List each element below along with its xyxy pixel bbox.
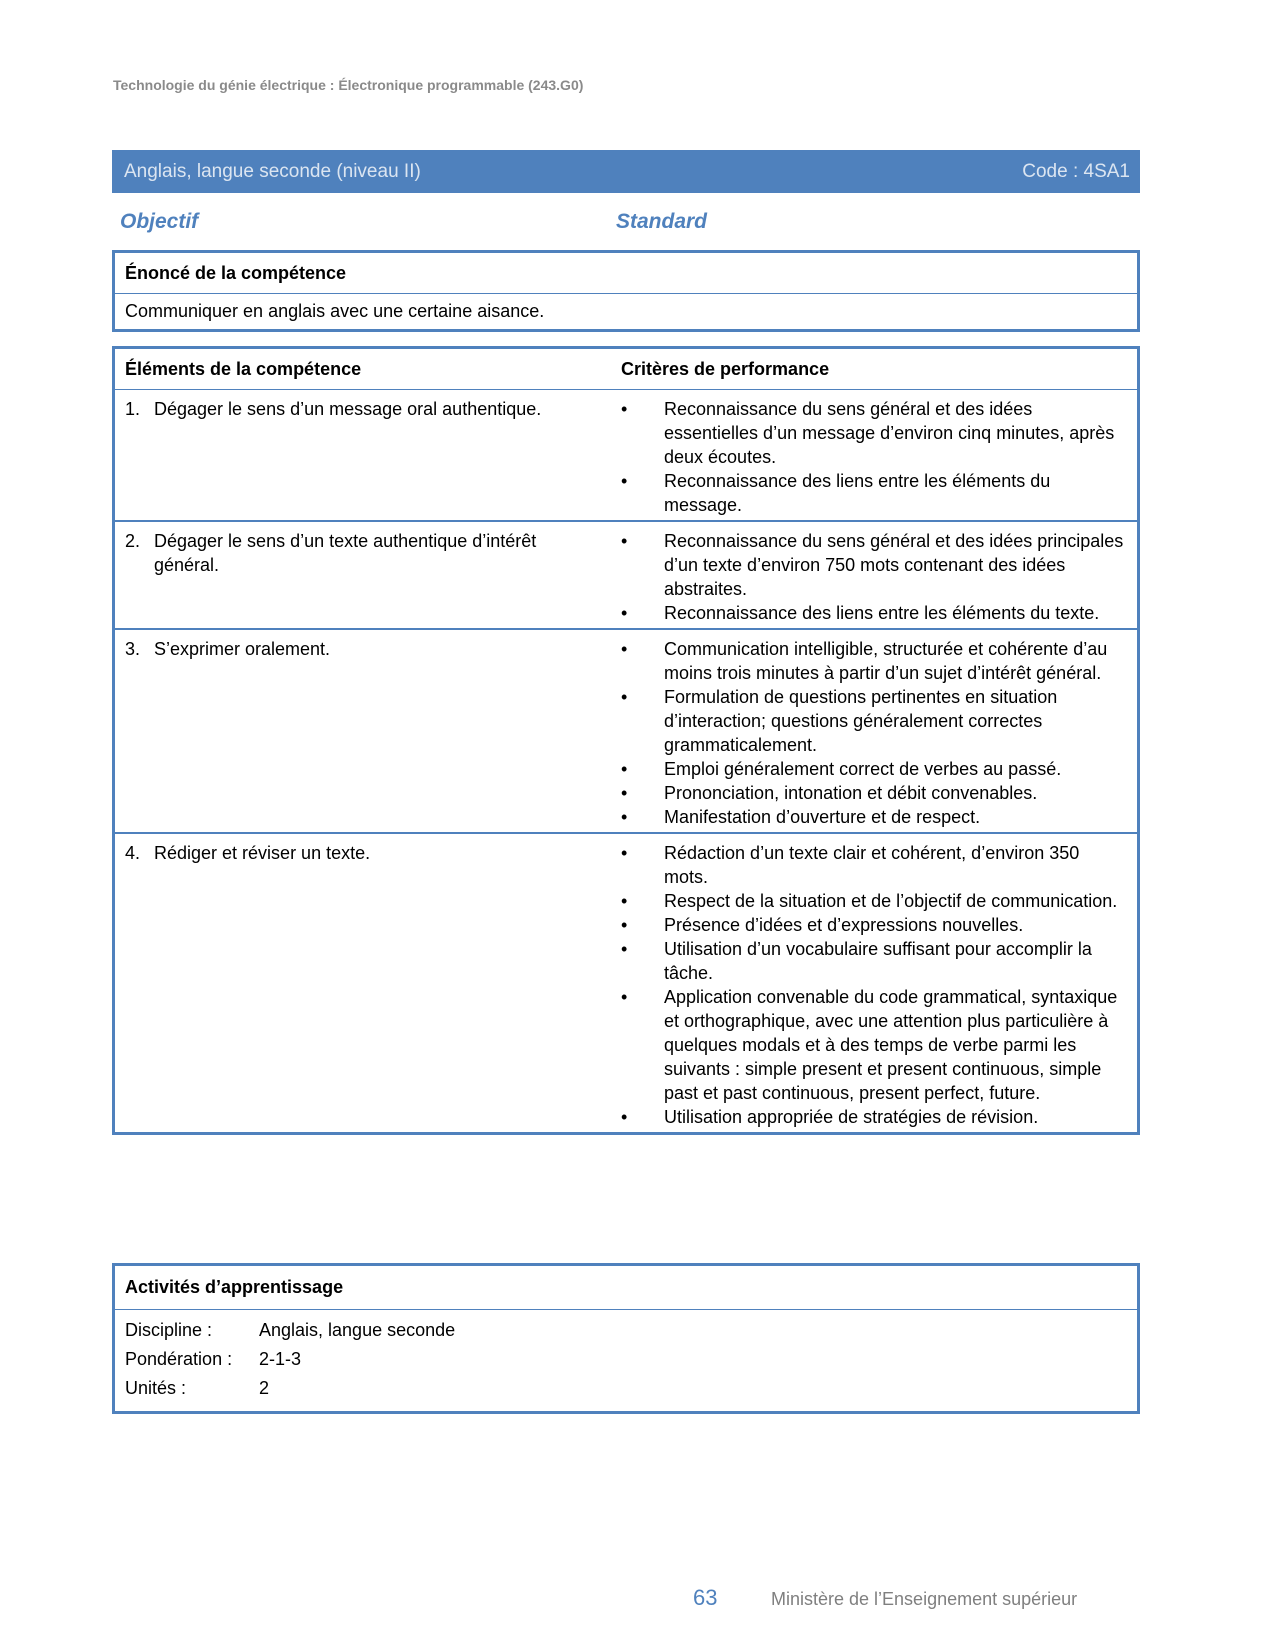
element-number: 1. <box>125 399 141 419</box>
criterion-text: Rédaction d’un texte clair et cohérent, d’environ 350 mots. <box>664 843 1080 887</box>
criterion-item <box>621 781 1127 805</box>
course-code: Code : 4SA1 <box>1022 160 1130 182</box>
bullet-icon: • <box>621 807 628 827</box>
ministry-name: Ministère de l’Enseignement supérieur <box>771 1589 1078 1609</box>
page-footer <box>693 1585 1077 1611</box>
bullet-icon: • <box>621 531 628 551</box>
criterion-item <box>621 985 1127 1105</box>
competence-statement-text: Communiquer en anglais avec une certaine aisance. <box>125 301 545 321</box>
criterion-text: Emploi généralement correct de verbes au passé. <box>664 759 1062 779</box>
criterion-item <box>621 397 1127 469</box>
page-number: 63 <box>693 1585 718 1610</box>
bullet-icon: • <box>621 939 628 959</box>
criterion-item <box>621 841 1127 889</box>
criterion-text: Reconnaissance du sens général et des idées essentielles d’un message d’environ cinq minutes, après deux écoutes. <box>664 399 1115 467</box>
bullet-icon: • <box>621 891 628 911</box>
table-row <box>115 521 1137 629</box>
criterion-text: Présence d’idées et d’expressions nouvelles. <box>664 915 1024 935</box>
competence-statement-title: Énoncé de la compétence <box>115 253 1137 294</box>
criterion-item <box>621 601 1127 625</box>
criterion-item <box>621 685 1127 757</box>
element-text: S’exprimer oralement. <box>154 639 331 659</box>
bullet-icon: • <box>621 639 628 659</box>
criterion-item <box>621 757 1127 781</box>
criterion-text: Reconnaissance des liens entre les éléments du texte. <box>664 603 1100 623</box>
criterion-text: Reconnaissance des liens entre les éléments du message. <box>664 471 1051 515</box>
program-title: Technologie du génie électrique : Électronique programmable (243.G0) <box>113 77 584 93</box>
bullet-icon: • <box>621 783 628 803</box>
competence-table <box>115 349 1137 1132</box>
bullet-icon: • <box>621 471 628 491</box>
element-text: Dégager le sens d’un message oral authentique. <box>154 399 542 419</box>
criteria-column-header: Critères de performance <box>611 349 1137 390</box>
criterion-text: Application convenable du code grammatical, syntaxique et orthographique, avec une attention plus particulière à quelques modals et à des temps de verbe parmi les suivants : simple present et present continuous, simple past et past continuous, present perfect, future. <box>664 987 1118 1103</box>
element-number: 2. <box>125 531 141 551</box>
criterion-item <box>621 889 1127 913</box>
criterion-item <box>621 1105 1127 1129</box>
criterion-item <box>621 937 1127 985</box>
criterion-item <box>621 637 1127 685</box>
weighting-value: 2-1-3 <box>259 1349 302 1369</box>
bullet-icon: • <box>621 687 628 707</box>
bullet-icon: • <box>621 399 628 419</box>
criterion-text: Prononciation, intonation et débit convenables. <box>664 783 1038 803</box>
element-text: Dégager le sens d’un texte authentique d’intérêt général. <box>154 531 537 575</box>
weighting-row <box>125 1345 1127 1374</box>
weighting-label: Pondération : <box>125 1349 233 1369</box>
table-row <box>115 390 1137 522</box>
element-text: Rédiger et réviser un texte. <box>154 843 371 863</box>
criterion-item <box>621 805 1127 829</box>
standard-heading: Standard <box>616 210 708 233</box>
criterion-item <box>621 469 1127 517</box>
units-value: 2 <box>259 1378 270 1398</box>
table-row <box>115 629 1137 833</box>
course-title: Anglais, langue seconde (niveau II) <box>124 160 421 182</box>
learning-activities-box <box>112 1263 1140 1414</box>
bullet-icon: • <box>621 1107 628 1127</box>
criterion-text: Utilisation d’un vocabulaire suffisant pour accomplir la tâche. <box>664 939 1092 983</box>
element-number: 4. <box>125 843 141 863</box>
criterion-text: Formulation de questions pertinentes en situation d’interaction; questions généralement correctes grammaticalement. <box>664 687 1058 755</box>
bullet-icon: • <box>621 759 628 779</box>
discipline-label: Discipline : <box>125 1320 213 1340</box>
units-label: Unités : <box>125 1378 187 1398</box>
bullet-icon: • <box>621 603 628 623</box>
criterion-text: Respect de la situation et de l’objectif de communication. <box>664 891 1118 911</box>
objective-heading: Objectif <box>120 210 199 233</box>
bullet-icon: • <box>621 843 628 863</box>
elements-column-header: Éléments de la compétence <box>115 349 611 390</box>
element-number: 3. <box>125 639 141 659</box>
units-row <box>125 1374 1127 1403</box>
criterion-text: Communication intelligible, structurée et cohérente d’au moins trois minutes à partir d’un sujet d’intérêt général. <box>664 639 1108 683</box>
bullet-icon: • <box>621 915 628 935</box>
criterion-text: Utilisation appropriée de stratégies de révision. <box>664 1107 1039 1127</box>
bullet-icon: • <box>621 987 628 1007</box>
discipline-value: Anglais, langue seconde <box>259 1320 456 1340</box>
course-title-bar <box>112 150 1140 193</box>
competence-statement-box <box>112 250 1140 332</box>
learning-activities-title: Activités d’apprentissage <box>115 1266 1137 1310</box>
criterion-item <box>621 529 1127 601</box>
discipline-row <box>125 1316 1127 1345</box>
criterion-text: Manifestation d’ouverture et de respect. <box>664 807 981 827</box>
criterion-text: Reconnaissance du sens général et des idées principales d’un texte d’environ 750 mots contenant des idées abstraites. <box>664 531 1124 599</box>
criterion-item <box>621 913 1127 937</box>
competence-table-box <box>112 346 1140 1135</box>
table-row <box>115 833 1137 1132</box>
